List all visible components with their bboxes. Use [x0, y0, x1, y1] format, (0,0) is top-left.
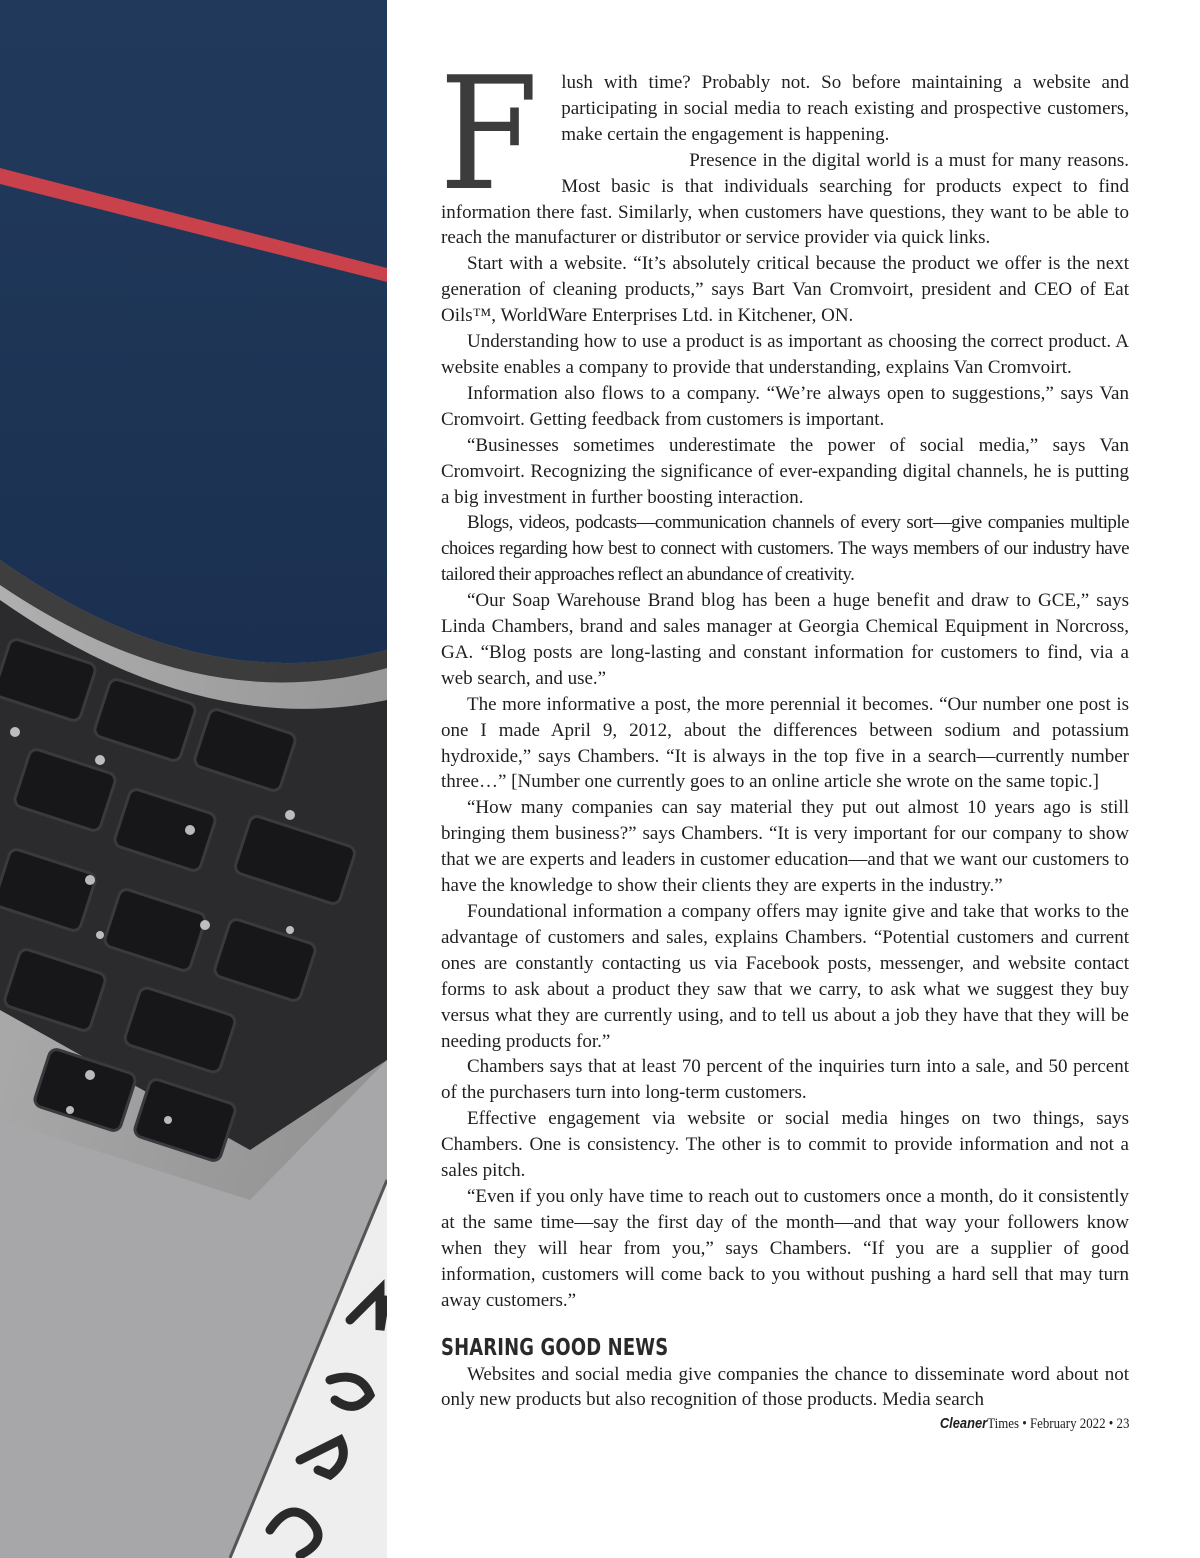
article-paragraph-11: Foundational information a company offers may ignite give and take that works to the advantage of customers and sales, explains Chambers. “Potential customers and current ones are constantly contacting us via Facebook posts, messenger, and website contact forms to ask about a product they saw that we carry, to ask what we suggest they buy versus what they are currently using, and to tell us about a job they have that they will be needing products for.”	[441, 901, 1129, 1052]
article-paragraph-9: The more informative a post, the more perennial it becomes. “Our number one post is one I made April 9, 2012, about the differences between sodium and potassium hydroxide,” says Chambers. “It is always in the top five in a search—currently number three…” [Number one currently goes to an online article she wrote on the same topic.]	[441, 693, 1129, 793]
article-paragraph-14: “Even if you only have time to reach out to customers once a month, do it consistently at the same time—say the first day of the month—and that way your followers know when they will hear from you,” says Chambers. “If you are a supplier of good information, customers will come back to you without pushing a hard sell that may turn away customers.”	[441, 1185, 1129, 1311]
article-paragraph-7: Blogs, videos, podcasts—communication channels of every sort—give companies multiple choices regarding how best to connect with customers. The ways members of our industry have tailored their approaches reflect an abundance of creativity.	[441, 512, 1129, 586]
article-paragraph-3: Start with a website. “It’s absolutely critical because the product we offer is the next generation of cleaning products,” says Bart Van Cromvoirt, president and CEO of Eat Oils™, WorldWare Enterprises Ltd. in Kitchener, ON.	[441, 253, 1129, 327]
page-number: 23	[1116, 1416, 1129, 1432]
footer-separator: •	[1108, 1416, 1113, 1432]
magazine-name: Times	[986, 1416, 1019, 1432]
page-footer	[939, 1415, 1129, 1433]
article-paragraph-4: Understanding how to use a product is as important as choosing the correct product. A website enables a company to provide that understanding, explains Van Cromvoirt.	[441, 331, 1129, 378]
drop-cap: F	[439, 43, 539, 225]
footer-separator: •	[1021, 1416, 1027, 1432]
article-paragraph-5: Information also flows to a company. “We’re always open to suggestions,” says Van Cromvoirt. Getting feedback from customers is important.	[441, 382, 1129, 430]
magazine-brand: Cleaner	[939, 1415, 987, 1432]
laptop-keyboard-icon	[0, 0, 387, 1558]
article-paragraph-6: “Businesses sometimes underestimate the power of social media,” says Van Cromvoirt. Recognizing the significance of ever-expanding digital channels, he is putting a big investment in further boosting interaction.	[441, 434, 1129, 508]
article-paragraph-1: F lush with time? Probably not. So before maintaining a website and participating in social media to reach existing and prospective customers, make certain the engagement is happening.	[439, 43, 1129, 225]
section-subhead: SHARING GOOD NEWS	[441, 1334, 669, 1361]
article-paragraph-15: Websites and social media give companies the chance to disseminate word about not only new products but also recognition of those products. Media search	[441, 1363, 1129, 1411]
article-paragraph-10: “How many companies can say material they put out almost 10 years ago is still bringing them business?” says Chambers. “It is very important for our company to show that we are experts and leaders in customer education—and that we want our customers to have the knowledge to show their clients they are experts in the industry.”	[441, 797, 1129, 897]
issue-date: February 2022	[1029, 1416, 1106, 1432]
article-paragraph-2: Presence in the digital world is a must for many reasons. Most basic is that individuals searching for products expect to find information there fast. Similarly, when customers have questions, they want to be able to reach the manufacturer or distributor or service provider via quick links.	[441, 149, 1129, 249]
article-body	[439, 43, 1129, 1413]
article-paragraph-13: Effective engagement via website or social media hinges on two things, says Chambers. One is consistency. The other is to commit to provide information and not a sales pitch.	[441, 1108, 1129, 1182]
article-paragraph-12: Chambers says that at least 70 percent of the inquiries turn into a sale, and 50 percent of the purchasers turn into long-term customers.	[441, 1056, 1129, 1104]
article-paragraph-8: “Our Soap Warehouse Brand blog has been a huge benefit and draw to GCE,” says Linda Chambers, brand and sales manager at Georgia Chemical Equipment in Norcross, GA. “Blog posts are long-lasting and constant information for customers to find, via a web search, and use.”	[441, 590, 1129, 689]
laptop-keyboard-photo	[0, 0, 387, 1558]
